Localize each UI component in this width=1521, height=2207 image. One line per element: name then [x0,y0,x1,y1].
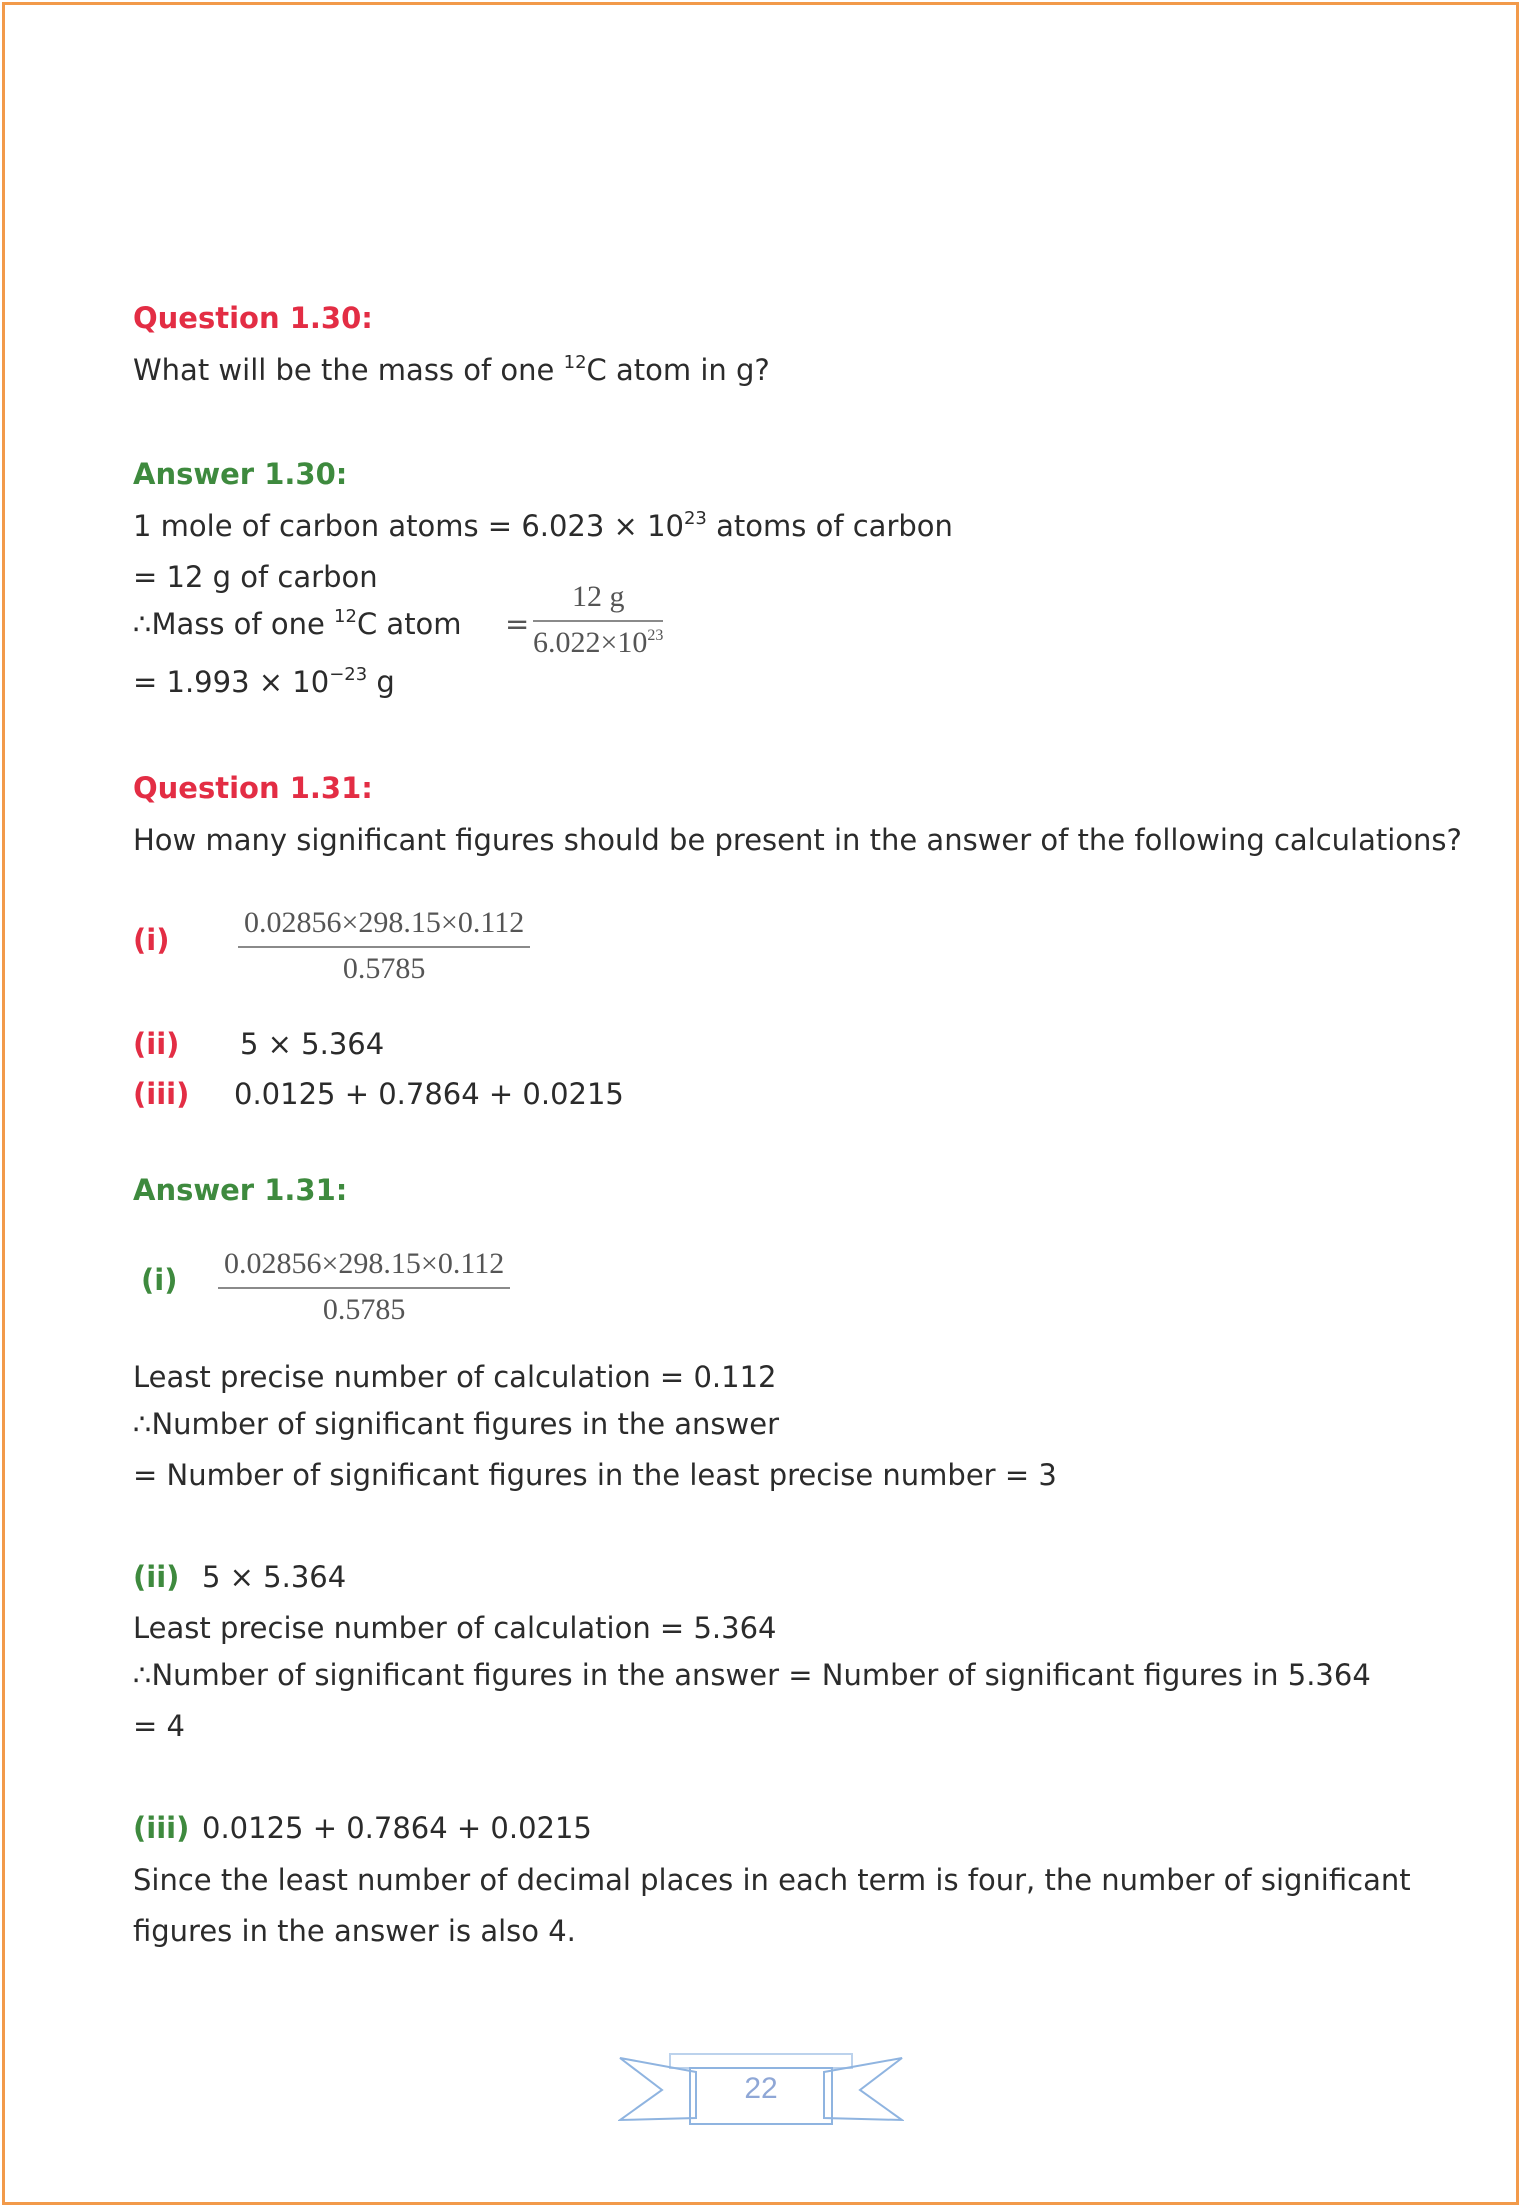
answer-1-30-heading: Answer 1.30: [133,457,348,491]
answer-1-31-part-ii-line2: ∴Number of significant figures in the answer = Number of significant figures in 5.364 [133,1658,1371,1692]
answer-1-30-line1: 1 mole of carbon atoms = $6.023 \times 10^{23}$ atoms of carbon [133,508,953,543]
fraction-denominator: $6.022\times 10^{23}$ [533,626,664,659]
question-1-31-item-ii-label: (ii) [133,1027,180,1061]
answer-1-31-part-iii-line1: Since the least number of decimal places in each term is four, the number of significant [133,1863,1411,1897]
answer-1-31-part-ii-line1: Least precise number of calculation = 5.364 [133,1611,777,1645]
answer-1-31-part-ii-expr: 5 × 5.364 [202,1560,347,1594]
question-1-30-text: What will be the mass of one $^{12}$C atom in g? [133,352,770,387]
page-number-badge [618,2050,904,2128]
question-1-31-item-i-label: (i) [133,923,170,957]
answer-1-31-part-i-line2: ∴Number of significant figures in the answer [133,1407,780,1441]
answer-1-30-line4: = $1.993 \times 10^{-23}$ g [133,664,395,699]
therefore-symbol: ∴ [133,607,152,641]
question-1-31-item-iii-expr: 0.0125 + 0.7864 + 0.0215 [234,1077,624,1111]
answer-1-31-part-i-line1: Least precise number of calculation = 0.112 [133,1360,777,1394]
answer-1-31-part-i-fraction: $\frac{0.02856\times 298.15\times 0.112}{0.5785}$ [218,1247,510,1327]
question-1-31-item-i-fraction: $\frac{0.02856\times 298.15\times 0.112}{0.5785}$ [238,906,530,986]
answer-1-31-part-iii-expr: 0.0125 + 0.7864 + 0.0215 [202,1811,592,1845]
question-1-31-heading: Question 1.31: [133,771,373,805]
answer-1-31-part-i-line3: = Number of significant figures in the least precise number = 3 [133,1458,1057,1492]
answer-1-31-heading: Answer 1.31: [133,1173,348,1207]
page-number: 22 [744,2072,778,2105]
answer-1-31-part-i-label: (i) [141,1263,178,1297]
answer-1-30-line2: = 12 g of carbon [133,560,378,594]
document-page [133,0,1462,2207]
answer-1-30-equals: = [505,607,530,641]
therefore-symbol: ∴ [133,1407,152,1441]
answer-1-31-part-ii-label: (ii) [133,1560,180,1594]
answer-1-31-part-iii-label: (iii) [133,1811,190,1845]
question-1-31-item-ii-expr: 5 × 5.364 [240,1027,385,1061]
question-1-31-item-iii-label: (iii) [133,1077,190,1111]
fraction-numerator: 12 g [533,580,663,622]
answer-1-31-part-ii-line3: = 4 [133,1709,185,1743]
question-1-31-text: How many significant figures should be present in the answer of the following calculations? [133,823,1462,857]
answer-1-30-fraction [533,580,663,660]
answer-1-31-part-iii-line2: figures in the answer is also 4. [133,1914,576,1948]
answer-1-30-line3: ∴Mass of one $^{12}$C atom [133,606,462,641]
therefore-symbol: ∴ [133,1658,152,1692]
question-1-30-heading: Question 1.30: [133,301,373,335]
